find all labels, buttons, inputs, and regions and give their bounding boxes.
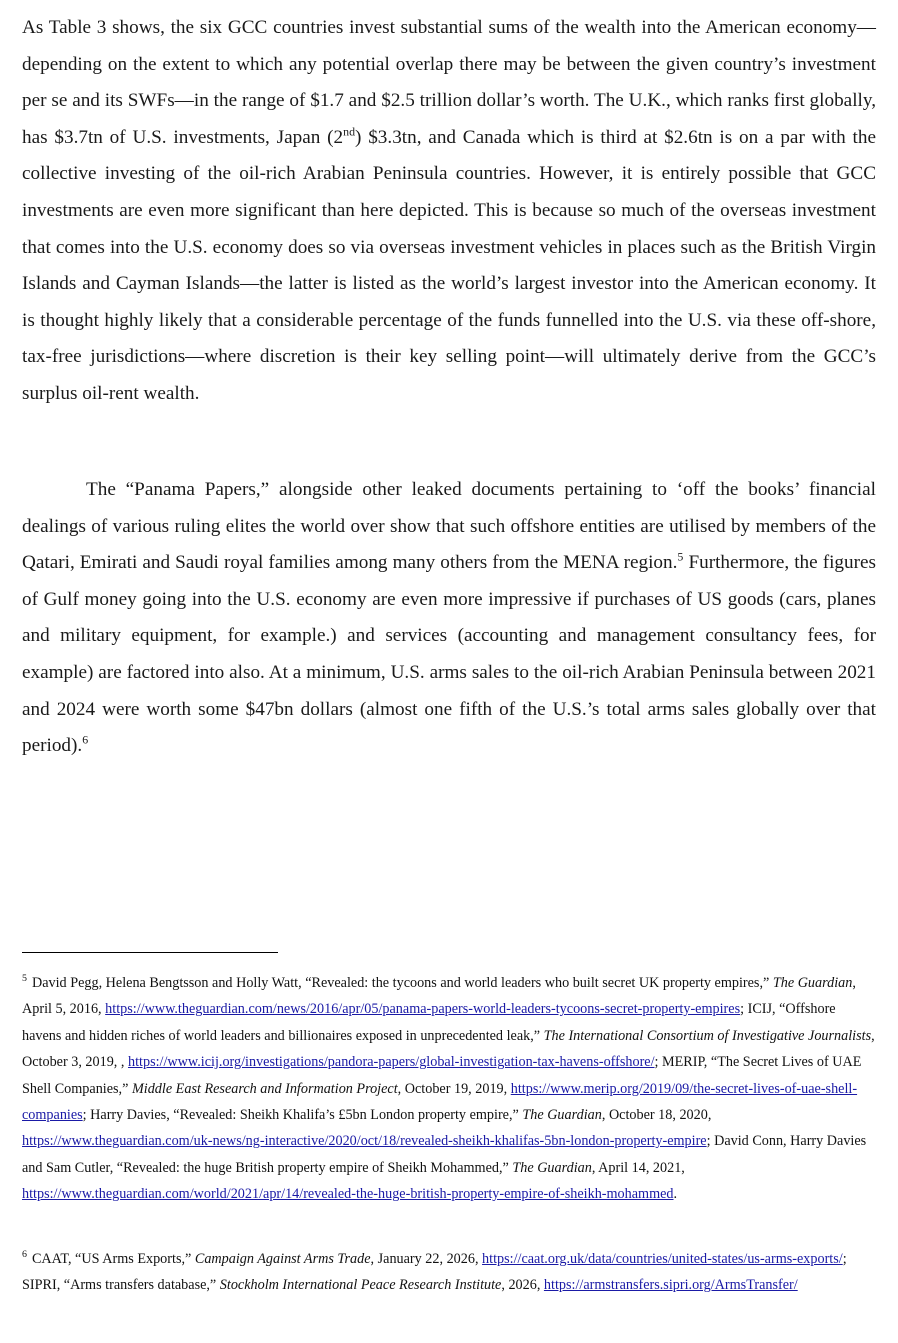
superscript-ordinal: nd bbox=[343, 124, 356, 139]
citation-link[interactable]: https://www.merip.org/2019/09/the-secret-lives-of-uae-shell-companies bbox=[22, 1080, 858, 1124]
publication-title: Campaign Against Arms Trade bbox=[194, 1251, 371, 1267]
footnote-ref-5[interactable]: 5 bbox=[677, 549, 684, 564]
publication-title: Stockholm International Peace Research Institute bbox=[219, 1277, 502, 1294]
footnote-ref-6[interactable]: 6 bbox=[82, 732, 89, 747]
paragraph-text: Furthermore, the figures of Gulf money going into the U.S. economy are even more impressive if purchases of US goods (cars, planes and military equipment, for example.) and services (accounting and management consultancy fees, for example) are factored into also. At a minimum, U.S. arms sales to the oil-rich Arabian Peninsula between 2021 and 2024 were worth some $47bn dollars (almost one fifth of the U.S.’s total arms sales globally over that period). bbox=[22, 552, 876, 757]
citation-link[interactable]: https://www.theguardian.com/uk-news/ng-interactive/2020/oct/18/revealed-sheikh-khalifas-5bn-london-property-empire bbox=[22, 1133, 707, 1150]
footnote-6 bbox=[22, 1246, 876, 1299]
footnote-text: , April 14, 2021, bbox=[591, 1159, 685, 1176]
publication-title: The International Consortium of Investigative Journalists bbox=[543, 1027, 872, 1044]
footnote-text: , 2026, bbox=[501, 1277, 544, 1294]
publication-title: The Guardian bbox=[512, 1159, 592, 1176]
citation-link[interactable]: https://armstransfers.sipri.org/ArmsTransfer/ bbox=[543, 1277, 798, 1294]
citation-link[interactable]: https://caat.org.uk/data/countries/united-states/us-arms-exports/ bbox=[482, 1251, 843, 1267]
footnote-text: ; David Conn, Harry Davies and Sam Cutler, “Revealed: the huge British property empire of Sheikh Mohammed,” bbox=[22, 1133, 867, 1176]
footnote-text: , October 3, 2019, , bbox=[22, 1027, 875, 1071]
body-paragraph-1 bbox=[22, 10, 876, 413]
publication-title: The Guardian bbox=[522, 1107, 602, 1124]
footnote-marker: 6 bbox=[22, 1249, 27, 1261]
footnote-text: . bbox=[673, 1186, 678, 1203]
footnote-text: , April 5, 2016, bbox=[22, 975, 856, 1018]
footnote-marker: 5 bbox=[22, 973, 27, 985]
footnote-text: David Pegg, Helena Bengtsson and Holly Watt, “Revealed: the tycoons and world leaders who built secret UK property empires,” bbox=[31, 975, 773, 991]
footnote-text: ; ICIJ, “Offshore havens and hidden riches of world leaders and billionaires exposed in unprecedented leak,” bbox=[22, 1001, 836, 1044]
citation-link[interactable]: https://www.theguardian.com/news/2016/apr/05/panama-papers-world-leaders-tycoons-secret-property-empires bbox=[105, 1001, 741, 1018]
paragraph-text: The “Panama Papers,” alongside other leaked documents pertaining to ‘off the books’ financial dealings of various ruling elites the world over show that such offshore entities are utilised by members of the Qatari, Emirati and Saudi royal families among many others from the MENA region. bbox=[22, 479, 876, 574]
citation-link[interactable]: https://www.theguardian.com/world/2021/apr/14/revealed-the-huge-british-property-empire-of-sheikh-mohammed bbox=[22, 1186, 674, 1203]
footnote-text: ; Harry Davies, “Revealed: Sheikh Khalifa’s £5bn London property empire,” bbox=[82, 1107, 523, 1124]
footnote-text: ; SIPRI, “Arms transfers database,” bbox=[22, 1251, 847, 1294]
footnote-text: , October 18, 2020, bbox=[601, 1107, 712, 1124]
publication-title: The Guardian bbox=[772, 975, 853, 991]
publication-title: Middle East Research and Information Project bbox=[131, 1080, 398, 1097]
paragraph-text: ) $3.3tn, and Canada which is third at $2.6tn is on a par with the collective investing of the oil-rich Arabian Peninsula countries. However, it is entirely possible that GCC investments are even more significant than here depicted. This is because so much of the overseas investment that comes into the U.S. economy does so via overseas investment vehicles in places such as the British Virgin Islands and Cayman Islands—the latter is listed as the world’s largest investor into the American economy. It is thought highly likely that a considerable percentage of the funds funnelled into the U.S. via these off-shore, tax-free jurisdictions—where discretion is their key selling point—will ultimately derive from the GCC’s surplus oil-rent wealth. bbox=[22, 126, 876, 404]
footnote-text: , October 19, 2019, bbox=[397, 1080, 511, 1097]
footnote-text: CAAT, “US Arms Exports,” bbox=[31, 1251, 195, 1267]
footnote-text: ; MERIP, “The Secret Lives of UAE Shell Companies,” bbox=[22, 1054, 862, 1097]
footnote-5 bbox=[22, 970, 876, 1208]
footnote-text: , January 22, 2026, bbox=[370, 1251, 483, 1267]
paragraph-text: As Table 3 shows, the six GCC countries invest substantial sums of the wealth into the American economy—depending on the extent to which any potential overlap there may be between the given country’s investment per se and its SWFs—in the range of $1.7 and $2.5 trillion dollar’s worth. The U.K., which ranks first globally, has $3.7tn of U.S. investments, Japan (2 bbox=[22, 17, 876, 148]
footnote-separator bbox=[22, 952, 278, 953]
citation-link[interactable]: https://www.icij.org/investigations/pandora-papers/global-investigation-tax-havens-offshore/ bbox=[128, 1054, 655, 1071]
body-paragraph-2 bbox=[22, 472, 876, 765]
